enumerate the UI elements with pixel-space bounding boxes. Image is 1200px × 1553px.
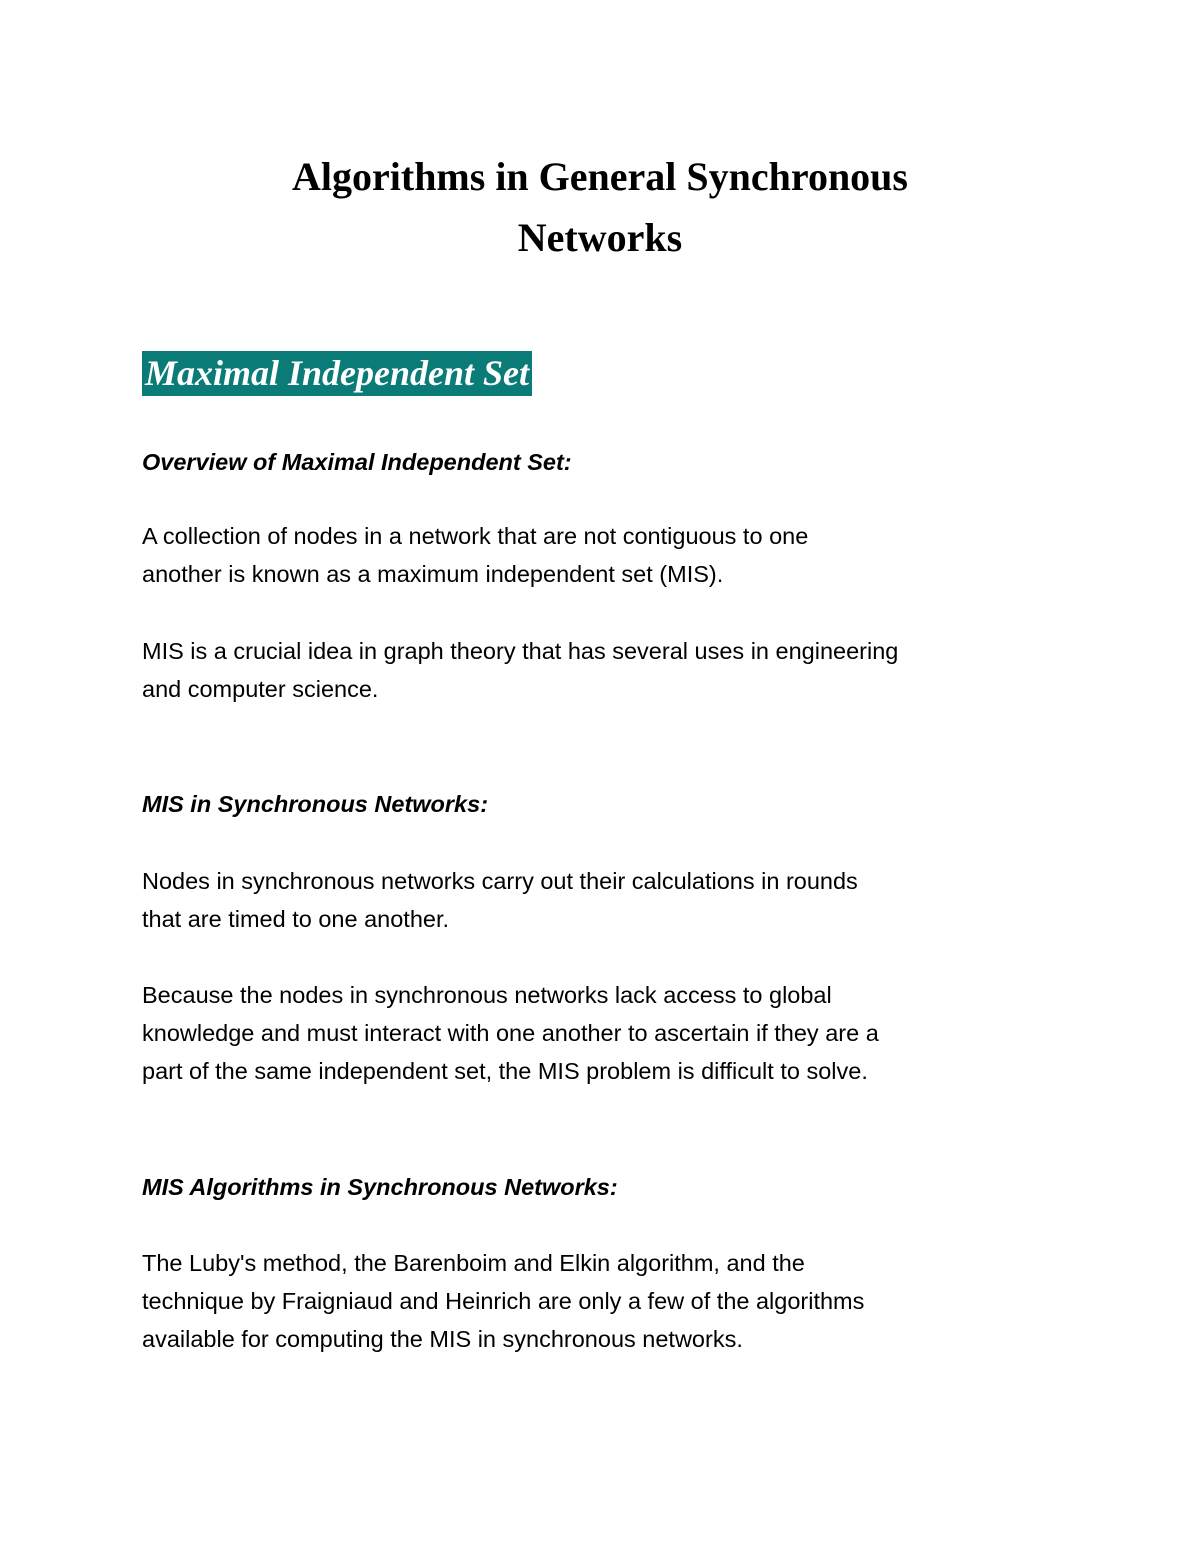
title-line-2: Networks: [517, 215, 683, 260]
paragraph-line: technique by Fraigniaud and Heinrich are only a few of the algorithms: [142, 1288, 865, 1314]
paragraph-line: and computer science.: [142, 676, 379, 702]
paragraph-line: part of the same independent set, the MIS problem is difficult to solve.: [142, 1058, 868, 1084]
paragraph-line: Nodes in synchronous networks carry out their calculations in rounds: [142, 868, 858, 894]
subheading-mis-algorithms: MIS Algorithms in Synchronous Networks:: [142, 1174, 618, 1200]
subheading-overview: Overview of Maximal Independent Set:: [142, 449, 572, 475]
paragraph-mis-importance: [142, 632, 1072, 708]
paragraph-line: Because the nodes in synchronous networks lack access to global: [142, 982, 832, 1008]
paragraph-line: another is known as a maximum independent set (MIS).: [142, 561, 724, 587]
paragraph-line: knowledge and must interact with one another to ascertain if they are a: [142, 1020, 879, 1046]
paragraph-synchronous-rounds: [142, 862, 1072, 938]
title-line-1: Algorithms in General Synchronous: [292, 154, 908, 199]
paragraph-mis-definition: [142, 517, 1072, 593]
section-heading-container: [142, 351, 532, 396]
paragraph-line: A collection of nodes in a network that are not contiguous to one: [142, 523, 809, 549]
paragraph-line: available for computing the MIS in synchronous networks.: [142, 1326, 743, 1352]
section-heading-maximal-independent-set: Maximal Independent Set: [142, 351, 532, 396]
paragraph-mis-difficulty: [142, 976, 1072, 1090]
paragraph-mis-algorithms: [142, 1244, 1072, 1358]
paragraph-line: The Luby's method, the Barenboim and Elkin algorithm, and the: [142, 1250, 805, 1276]
document-title: [150, 146, 1050, 268]
paragraph-line: that are timed to one another.: [142, 906, 450, 932]
subheading-mis-in-synchronous-networks: MIS in Synchronous Networks:: [142, 791, 489, 817]
paragraph-line: MIS is a crucial idea in graph theory that has several uses in engineering: [142, 638, 899, 664]
